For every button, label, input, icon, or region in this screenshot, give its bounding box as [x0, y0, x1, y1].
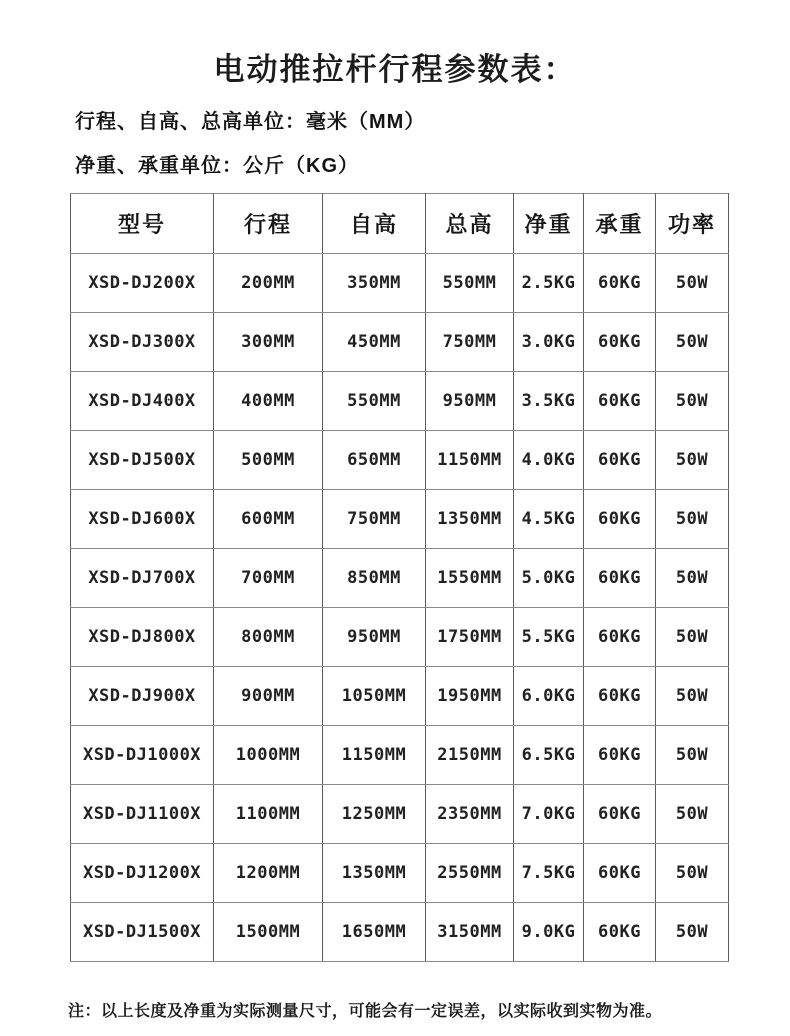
table-cell: XSD-DJ700X — [71, 549, 214, 608]
table-body — [71, 254, 729, 962]
table-row — [71, 431, 729, 490]
table-cell: 7.5KG — [514, 844, 584, 903]
page-title: 电动推拉杆行程参数表： — [213, 52, 577, 87]
table-cell: 50W — [656, 903, 729, 962]
table-cell: 300MM — [214, 313, 323, 372]
table-cell: 600MM — [214, 490, 323, 549]
unit-note-kg: 净重、承重单位：公斤（KG） — [75, 155, 359, 177]
table-cell: 1100MM — [214, 785, 323, 844]
table-cell: 50W — [656, 608, 729, 667]
column-header-load: 承重 — [584, 194, 656, 254]
table-cell: 1550MM — [426, 549, 514, 608]
table-cell: 350MM — [323, 254, 426, 313]
table-cell: XSD-DJ1200X — [71, 844, 214, 903]
table-cell: 50W — [656, 431, 729, 490]
table-cell: 550MM — [323, 372, 426, 431]
table-cell: XSD-DJ400X — [71, 372, 214, 431]
table-cell: 60KG — [584, 608, 656, 667]
column-header-model: 型号 — [71, 194, 214, 254]
column-header-self-height: 自高 — [323, 194, 426, 254]
table-row — [71, 726, 729, 785]
table-cell: 60KG — [584, 431, 656, 490]
table-cell: 60KG — [584, 903, 656, 962]
table-cell: 950MM — [323, 608, 426, 667]
table-cell: 4.5KG — [514, 490, 584, 549]
table-cell: 60KG — [584, 372, 656, 431]
table-cell: 3.5KG — [514, 372, 584, 431]
table-cell: 50W — [656, 372, 729, 431]
table-cell: XSD-DJ500X — [71, 431, 214, 490]
table-cell: XSD-DJ600X — [71, 490, 214, 549]
table-cell: 1650MM — [323, 903, 426, 962]
table-cell: 60KG — [584, 313, 656, 372]
table-cell: 200MM — [214, 254, 323, 313]
table-cell: 50W — [656, 667, 729, 726]
table-cell: 1500MM — [214, 903, 323, 962]
table-cell: 60KG — [584, 254, 656, 313]
table-cell: 60KG — [584, 490, 656, 549]
table-cell: 7.0KG — [514, 785, 584, 844]
table-cell: 2550MM — [426, 844, 514, 903]
table-row — [71, 608, 729, 667]
table-cell: 1150MM — [323, 726, 426, 785]
table-cell: 6.5KG — [514, 726, 584, 785]
unit-note-mm: 行程、自高、总高单位：毫米（MM） — [75, 111, 426, 133]
table-cell: 50W — [656, 549, 729, 608]
table-row — [71, 372, 729, 431]
table-row — [71, 844, 729, 903]
table-cell: 650MM — [323, 431, 426, 490]
table-header-row — [71, 194, 729, 254]
table-cell: 3150MM — [426, 903, 514, 962]
table-row — [71, 903, 729, 962]
table-cell: XSD-DJ1100X — [71, 785, 214, 844]
table-cell: 900MM — [214, 667, 323, 726]
table-row — [71, 549, 729, 608]
footer-note: 注：以上长度及净重为实际测量尺寸，可能会有一定误差，以实际收到实物为准。 — [68, 1003, 663, 1020]
table-cell: 700MM — [214, 549, 323, 608]
unit-notes — [75, 105, 790, 178]
table-cell: XSD-DJ1500X — [71, 903, 214, 962]
column-header-total-height: 总高 — [426, 194, 514, 254]
table-cell: 50W — [656, 490, 729, 549]
table-cell: XSD-DJ800X — [71, 608, 214, 667]
table-cell: 550MM — [426, 254, 514, 313]
table-cell: 1250MM — [323, 785, 426, 844]
table-cell: 2150MM — [426, 726, 514, 785]
table-cell: 60KG — [584, 667, 656, 726]
table-cell: 2.5KG — [514, 254, 584, 313]
table-cell: 800MM — [214, 608, 323, 667]
table-cell: 60KG — [584, 785, 656, 844]
table-cell: 60KG — [584, 844, 656, 903]
table-cell: 5.5KG — [514, 608, 584, 667]
table-cell: 400MM — [214, 372, 323, 431]
table-cell: 60KG — [584, 549, 656, 608]
table-row — [71, 490, 729, 549]
table-cell: XSD-DJ900X — [71, 667, 214, 726]
table-cell: 50W — [656, 254, 729, 313]
table-cell: 3.0KG — [514, 313, 584, 372]
table-row — [71, 254, 729, 313]
column-header-power: 功率 — [656, 194, 729, 254]
table-cell: XSD-DJ1000X — [71, 726, 214, 785]
table-cell: 1950MM — [426, 667, 514, 726]
table-cell: 1350MM — [426, 490, 514, 549]
spec-table — [70, 193, 729, 962]
table-cell: 1050MM — [323, 667, 426, 726]
column-header-net-weight: 净重 — [514, 194, 584, 254]
table-cell: 1000MM — [214, 726, 323, 785]
table-cell: 60KG — [584, 726, 656, 785]
table-cell: 50W — [656, 785, 729, 844]
table-cell: 1200MM — [214, 844, 323, 903]
table-cell: 1750MM — [426, 608, 514, 667]
table-cell: XSD-DJ300X — [71, 313, 214, 372]
table-cell: 50W — [656, 726, 729, 785]
table-cell: 50W — [656, 313, 729, 372]
table-cell: 1150MM — [426, 431, 514, 490]
table-cell: 4.0KG — [514, 431, 584, 490]
table-cell: 500MM — [214, 431, 323, 490]
table-cell: 9.0KG — [514, 903, 584, 962]
column-header-stroke: 行程 — [214, 194, 323, 254]
table-cell: 2350MM — [426, 785, 514, 844]
table-cell: 5.0KG — [514, 549, 584, 608]
table-row — [71, 785, 729, 844]
table-cell: XSD-DJ200X — [71, 254, 214, 313]
table-row — [71, 667, 729, 726]
table-cell: 750MM — [323, 490, 426, 549]
table-cell: 50W — [656, 844, 729, 903]
table-cell: 450MM — [323, 313, 426, 372]
table-cell: 750MM — [426, 313, 514, 372]
table-cell: 6.0KG — [514, 667, 584, 726]
table-cell: 950MM — [426, 372, 514, 431]
table-cell: 850MM — [323, 549, 426, 608]
table-row — [71, 313, 729, 372]
table-cell: 1350MM — [323, 844, 426, 903]
